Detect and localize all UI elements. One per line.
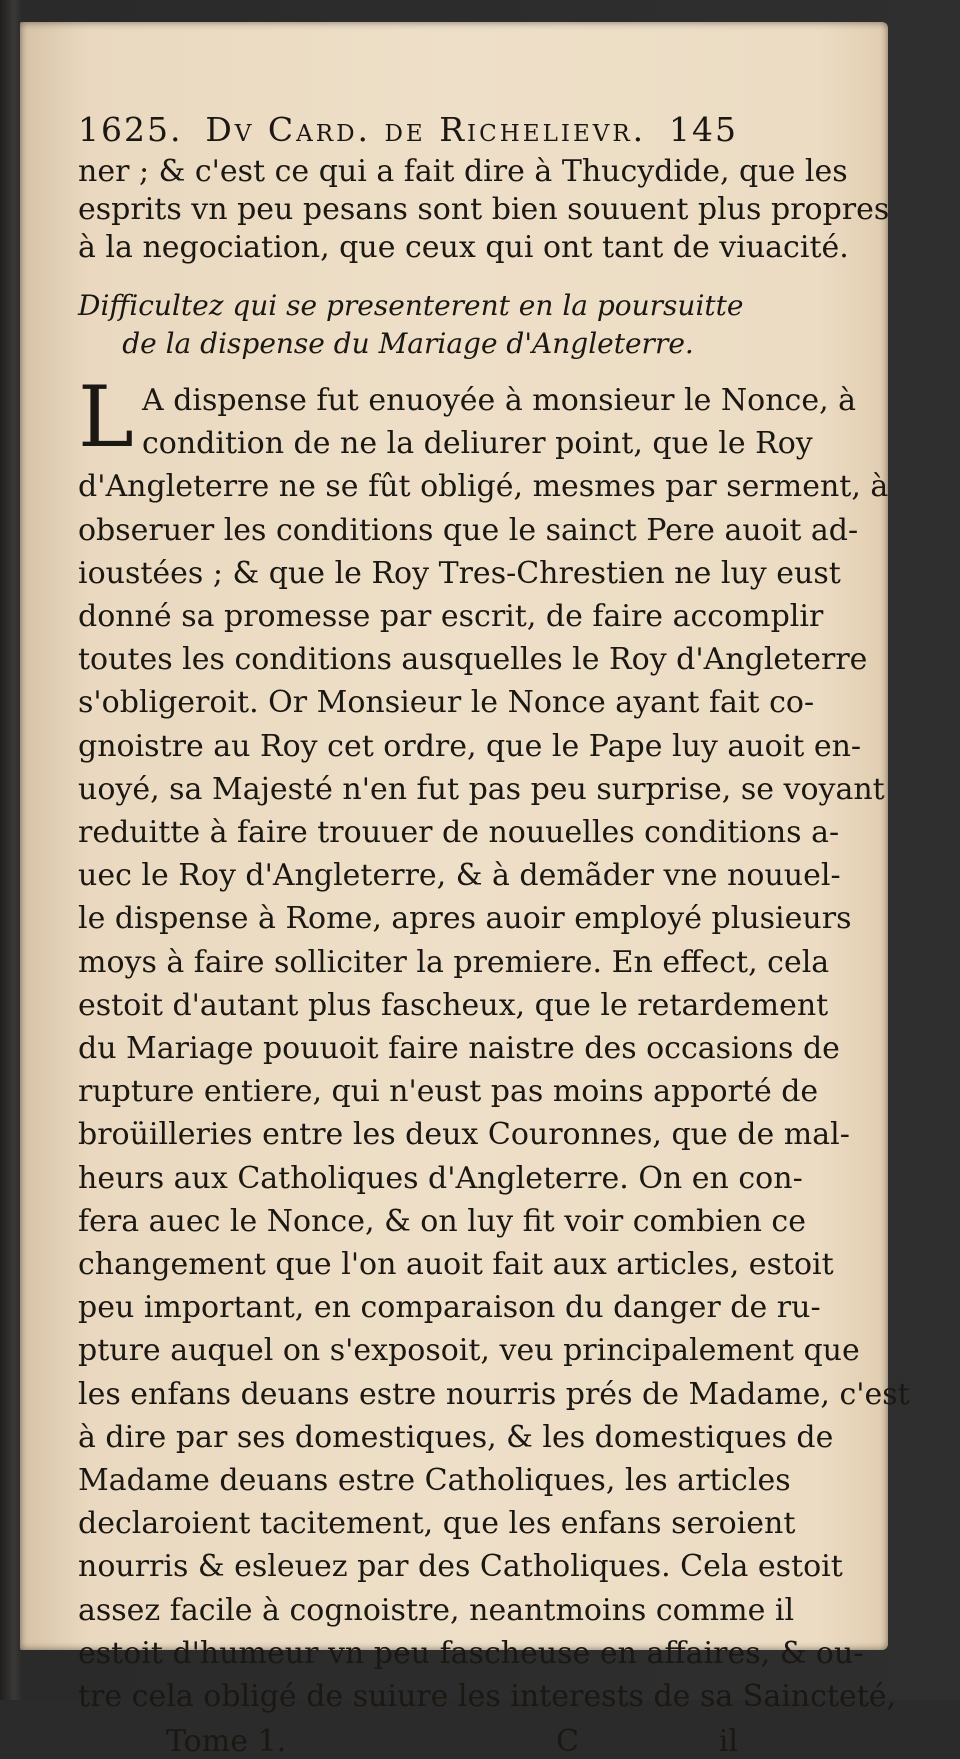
body-paragraph: [78, 368, 910, 1718]
text-line: uoyé, sa Majesté n'en fut pas peu surprise, se voyant: [78, 771, 885, 807]
text-line: changement que l'on auoit fait aux articles, estoit: [78, 1247, 834, 1283]
text-line: esprits vn peu pesans sont bien souuent plus propres: [78, 192, 890, 227]
text-line: estoit d'autant plus fascheux, que le retardement: [78, 987, 829, 1023]
text-line: du Mariage pouuoit faire naistre des occasions de: [78, 1031, 840, 1067]
drop-cap: L: [78, 368, 134, 466]
page-number: 145: [669, 110, 738, 149]
text-line: broüilleries entre les deux Couronnes, que de mal-: [78, 1117, 850, 1153]
running-head-title: Dv Card. de Richelievr.: [205, 110, 647, 149]
book-page: [20, 22, 910, 1759]
text-line: A dispense fut enuoyée à monsieur le Nonce, à: [142, 383, 857, 418]
dropcap-block: [78, 368, 857, 466]
heading-line: Difficultez qui se presenterent en la poursuitte: [78, 289, 744, 322]
text-line: d'Angleterre ne se fût obligé, mesmes par serment, à: [78, 469, 889, 505]
text-line: moys à faire solliciter la premiere. En effect, cela: [78, 944, 830, 980]
text-line: assez facile à cognoistre, neantmoins comme il: [78, 1592, 795, 1628]
section-heading: [78, 287, 744, 363]
text-line: à la negociation, que ceux qui ont tant de viuacité.: [78, 230, 849, 265]
text-line: nourris & esleuez par des Catholiques. Cela estoit: [78, 1549, 843, 1585]
signature-mark: C: [555, 1724, 579, 1759]
text-line: condition de ne la deliurer point, que le Roy: [142, 426, 813, 462]
text-line: gnoistre au Roy cet ordre, que le Pape luy auoit en-: [78, 728, 862, 764]
text-line: le dispense à Rome, apres auoir employé plusieurs: [78, 901, 852, 937]
text-line: estoit d'humeur vn peu fascheuse en affaires, & ou-: [78, 1635, 864, 1671]
text-line: les enfans deuans estre nourris prés de Madame, c'est: [78, 1376, 910, 1412]
text-line: pture auquel on s'exposoit, veu principalement que: [78, 1333, 860, 1369]
text-line: rupture entiere, qui n'eust pas moins apporté de: [78, 1074, 819, 1110]
page-text-block: [78, 110, 910, 1759]
text-line: donné sa promesse par escrit, de faire accomplir: [78, 599, 824, 635]
text-line: obseruer les conditions que le sainct Pere auoit ad-: [78, 512, 859, 548]
text-line: tre cela obligé de suiure les interests de sa Saincteté,: [78, 1679, 897, 1715]
running-head: [78, 110, 738, 149]
catchword: il: [718, 1724, 738, 1759]
text-line: uec le Roy d'Angleterre, & à demãder vne nouuel-: [78, 858, 841, 894]
text-line: Madame deuans estre Catholiques, les articles: [78, 1463, 791, 1499]
volume-label: Tome 1.: [166, 1724, 287, 1759]
running-head-year: 1625.: [78, 110, 183, 149]
text-line: reduitte à faire trouuer de nouuelles conditions a-: [78, 815, 840, 851]
text-line: ner ; & c'est ce qui a fait dire à Thucydide, que les: [78, 154, 848, 189]
heading-line: de la dispense du Mariage d'Angleterre.: [122, 327, 694, 360]
text-line: heurs aux Catholiques d'Angleterre. On en con-: [78, 1160, 803, 1196]
text-line: s'obligeroit. Or Monsieur le Nonce ayant fait co-: [78, 685, 815, 721]
text-line: à dire par ses domestiques, & les domestiques de: [78, 1419, 834, 1455]
text-line: peu important, en comparaison du danger de ru-: [78, 1290, 821, 1326]
text-line: fera auec le Nonce, & on luy fit voir combien ce: [78, 1203, 806, 1239]
text-line: toutes les conditions ausquelles le Roy d'Angleterre: [78, 642, 868, 678]
page-footer: [78, 1724, 738, 1759]
text-line: ioustées ; & que le Roy Tres-Chrestien ne luy eust: [78, 555, 841, 591]
intro-paragraph: [78, 153, 890, 267]
text-line: declaroient tacitement, que les enfans seroient: [78, 1506, 796, 1542]
